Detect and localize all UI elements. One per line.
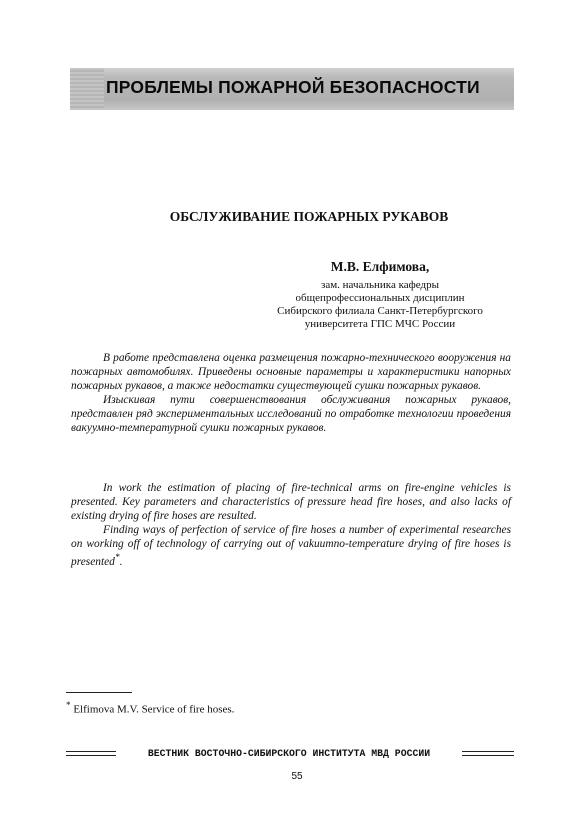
footnote [66,700,234,716]
author-name: М.В. Елфимова, [330,259,430,274]
abstract-text: Finding ways of perfection of service of fire hoses a number of experimental researches on working off of technology of carrying out of vakuumno-temperature drying of fire hoses is presented [71,524,511,568]
abstract-paragraph: Изыскивая пути совершенствования обслуживания пожарных рукавов, представлен ряд экспериментальных исследований по отработке технологии проведения вакуумно-температурной сушки пожарных рукавов. [71,394,511,434]
author-affiliation-line: общепрофессиональных дисциплин [295,292,465,304]
page-number: 55 [291,771,303,782]
journal-name: ВЕСТНИК ВОСТОЧНО-СИБИРСКОГО ИНСТИТУТА МВД РОССИИ [147,748,431,759]
footnote-marker: * [66,700,71,710]
abstract-english [71,481,511,569]
footnote-divider [66,692,132,693]
author-affiliation-line: зам. начальника кафедры [320,279,440,291]
article-title: ОБСЛУЖИВАНИЕ ПОЖАРНЫХ РУКАВОВ [169,209,449,224]
abstract-paragraph: Finding ways of perfection of service of fire hoses a number of experimental researches on working off of technology of carrying out of vakuumno-temperature drying of fire hoses is presented*. [71,524,511,568]
footnote-marker: * [114,553,120,563]
abstract-paragraph: In work the estimation of placing of fire-technical arms on fire-engine vehicles is presented. Key parameters and characteristics of pressure head fire hoses, and also lacks of existing drying of fire hoses are resulted. [71,482,511,522]
abstract-paragraph: В работе представлена оценка размещения пожарно-технического вооружения на пожарных автомобилях. Приведены основные параметры и характеристики напорных пожарных рукавов, а также недостатки существующей сушки пожарных рукавов. [71,352,511,392]
author-block [230,259,530,331]
footer-rule-right [462,751,514,756]
footnote-text: Elfimova M.V. Service of fire hoses. [73,703,235,716]
section-header-banner [70,68,514,110]
section-title: ПРОБЛЕМЫ ПОЖАРНОЙ БЕЗОПАСНОСТИ [106,77,480,97]
footer-rule-left [66,751,116,756]
abstract-russian [71,351,511,435]
author-affiliation-line: университета ГПС МЧС России [304,318,456,330]
author-affiliation-line: Сибирского филиала Санкт-Петербургского [277,305,483,317]
banner-shading [70,68,104,110]
